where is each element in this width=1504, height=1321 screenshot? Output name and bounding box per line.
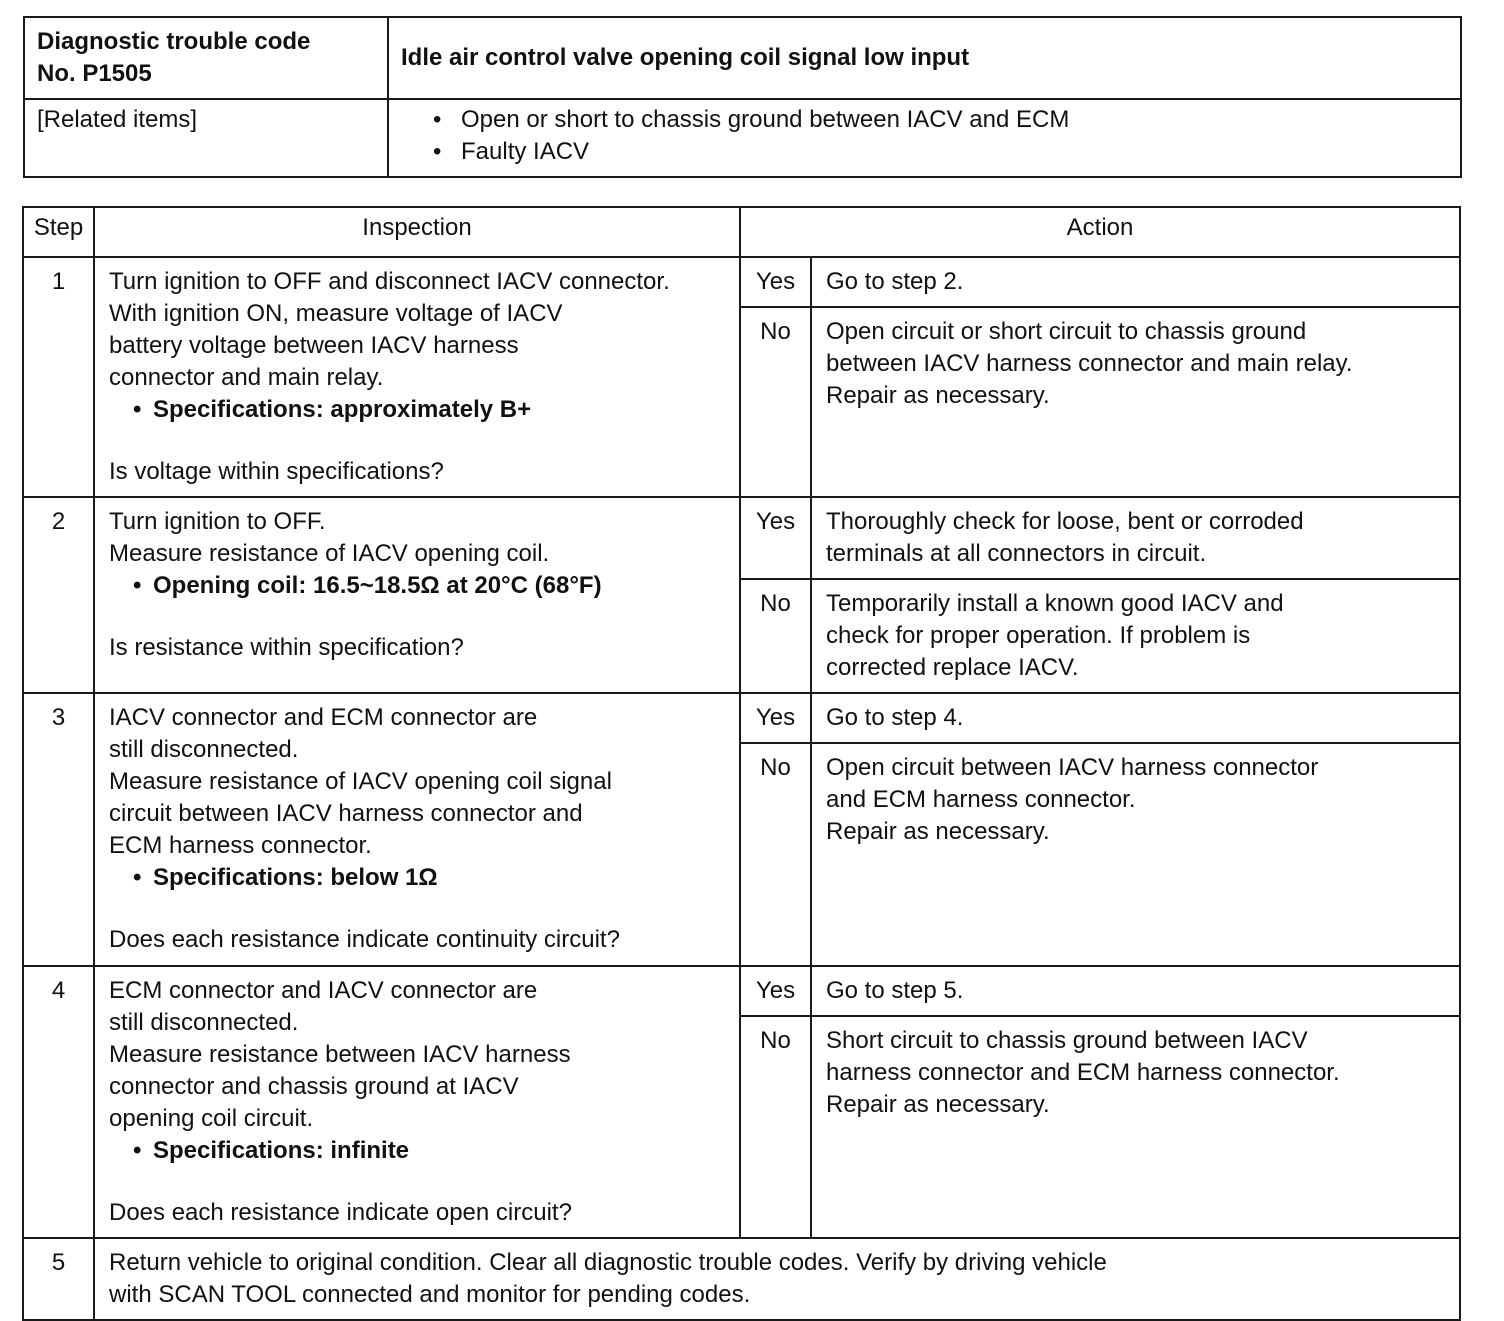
action-line: Repair as necessary. bbox=[826, 818, 1050, 845]
related-item: • Faulty IACV bbox=[433, 136, 1448, 168]
action-line: check for proper operation. If problem is bbox=[826, 622, 1251, 649]
dtc-code-row bbox=[24, 17, 1461, 99]
no-action bbox=[811, 743, 1460, 966]
yes-label: Yes bbox=[740, 966, 811, 1016]
action-line: Go to step 2. bbox=[826, 268, 964, 295]
step-5-instruction bbox=[94, 1238, 1460, 1320]
related-item: • Open or short to chassis ground between IACV and ECM bbox=[433, 104, 1448, 136]
step-4-yes-row bbox=[23, 966, 1460, 1016]
step-4-inspection bbox=[94, 966, 740, 1238]
action-line: terminals at all connectors in circuit. bbox=[826, 540, 1207, 567]
inspection-line: Measure resistance between IACV harness bbox=[109, 1041, 571, 1068]
inspection-line: battery voltage between IACV harness bbox=[109, 332, 519, 359]
dtc-header-table bbox=[23, 16, 1462, 178]
yes-action bbox=[811, 257, 1460, 307]
inspection-line: Measure resistance of IACV opening coil signal bbox=[109, 768, 612, 795]
dtc-title: Idle air control valve opening coil signal low input bbox=[388, 17, 1461, 99]
step-3-inspection bbox=[94, 693, 740, 966]
inspection-line: Measure resistance of IACV opening coil. bbox=[109, 540, 550, 567]
action-line: and ECM harness connector. bbox=[826, 786, 1136, 813]
specification: • Specifications: below 1Ω bbox=[109, 862, 727, 894]
action-column-header: Action bbox=[740, 207, 1460, 257]
related-items-row bbox=[24, 99, 1461, 177]
action-line: between IACV harness connector and main relay. bbox=[826, 350, 1353, 377]
no-action bbox=[811, 307, 1460, 497]
inspection-question: Does each resistance indicate continuity circuit? bbox=[109, 926, 620, 953]
inspection-line: Turn ignition to OFF. bbox=[109, 508, 326, 535]
action-line: Temporarily install a known good IACV and bbox=[826, 590, 1284, 617]
inspection-line: ECM connector and IACV connector are bbox=[109, 977, 538, 1004]
inspection-column-header: Inspection bbox=[94, 207, 740, 257]
yes-label: Yes bbox=[740, 693, 811, 743]
step-number: 4 bbox=[23, 966, 94, 1238]
action-line: Repair as necessary. bbox=[826, 382, 1050, 409]
step-column-header: Step bbox=[23, 207, 94, 257]
related-items-list bbox=[388, 99, 1461, 177]
inspection-question: Is resistance within specification? bbox=[109, 634, 464, 661]
action-line: Thoroughly check for loose, bent or corroded bbox=[826, 508, 1304, 535]
action-line: Go to step 4. bbox=[826, 704, 964, 731]
specification: • Specifications: infinite bbox=[109, 1135, 727, 1167]
yes-label: Yes bbox=[740, 257, 811, 307]
step-1-yes-row bbox=[23, 257, 1460, 307]
inspection-line: connector and chassis ground at IACV bbox=[109, 1073, 519, 1100]
diagnostic-steps-table bbox=[22, 206, 1461, 1321]
no-action bbox=[811, 579, 1460, 693]
inspection-line: circuit between IACV harness connector and bbox=[109, 800, 583, 827]
yes-action bbox=[811, 966, 1460, 1016]
step-3-yes-row bbox=[23, 693, 1460, 743]
action-line: Repair as necessary. bbox=[826, 1091, 1050, 1118]
no-label: No bbox=[740, 1016, 811, 1238]
dtc-label-line2: No. P1505 bbox=[37, 60, 152, 87]
table-header-row bbox=[23, 207, 1460, 257]
yes-action bbox=[811, 693, 1460, 743]
inspection-line: still disconnected. bbox=[109, 1009, 299, 1036]
dtc-code-label bbox=[24, 17, 388, 99]
inspection-question: Does each resistance indicate open circuit? bbox=[109, 1199, 572, 1226]
step-number: 2 bbox=[23, 497, 94, 693]
step-2-inspection bbox=[94, 497, 740, 693]
no-label: No bbox=[740, 579, 811, 693]
dtc-label-line1: Diagnostic trouble code bbox=[37, 28, 311, 55]
inspection-line: connector and main relay. bbox=[109, 364, 384, 391]
step-number: 5 bbox=[23, 1238, 94, 1320]
no-label: No bbox=[740, 743, 811, 966]
instruction-line: with SCAN TOOL connected and monitor for pending codes. bbox=[109, 1281, 751, 1308]
inspection-line: With ignition ON, measure voltage of IACV bbox=[109, 300, 563, 327]
inspection-line: IACV connector and ECM connector are bbox=[109, 704, 538, 731]
step-1-inspection bbox=[94, 257, 740, 497]
yes-action bbox=[811, 497, 1460, 579]
step-number: 1 bbox=[23, 257, 94, 497]
yes-label: Yes bbox=[740, 497, 811, 579]
action-line: corrected replace IACV. bbox=[826, 654, 1079, 681]
step-5-row bbox=[23, 1238, 1460, 1320]
inspection-line: ECM harness connector. bbox=[109, 832, 372, 859]
specification: • Specifications: approximately B+ bbox=[109, 394, 727, 426]
action-line: Open circuit between IACV harness connector bbox=[826, 754, 1319, 781]
action-line: harness connector and ECM harness connector. bbox=[826, 1059, 1340, 1086]
action-line: Short circuit to chassis ground between IACV bbox=[826, 1027, 1308, 1054]
inspection-line: Turn ignition to OFF and disconnect IACV connector. bbox=[109, 268, 670, 295]
related-items-label: [Related items] bbox=[24, 99, 388, 177]
instruction-line: Return vehicle to original condition. Clear all diagnostic trouble codes. Verify by driving vehicle bbox=[109, 1249, 1107, 1276]
inspection-question: Is voltage within specifications? bbox=[109, 458, 444, 485]
no-action bbox=[811, 1016, 1460, 1238]
inspection-line: still disconnected. bbox=[109, 736, 299, 763]
action-line: Go to step 5. bbox=[826, 977, 964, 1004]
specification: • Opening coil: 16.5~18.5Ω at 20°C (68°F) bbox=[109, 570, 727, 602]
action-line: Open circuit or short circuit to chassis ground bbox=[826, 318, 1307, 345]
step-number: 3 bbox=[23, 693, 94, 966]
inspection-line: opening coil circuit. bbox=[109, 1105, 314, 1132]
no-label: No bbox=[740, 307, 811, 497]
step-2-yes-row bbox=[23, 497, 1460, 579]
